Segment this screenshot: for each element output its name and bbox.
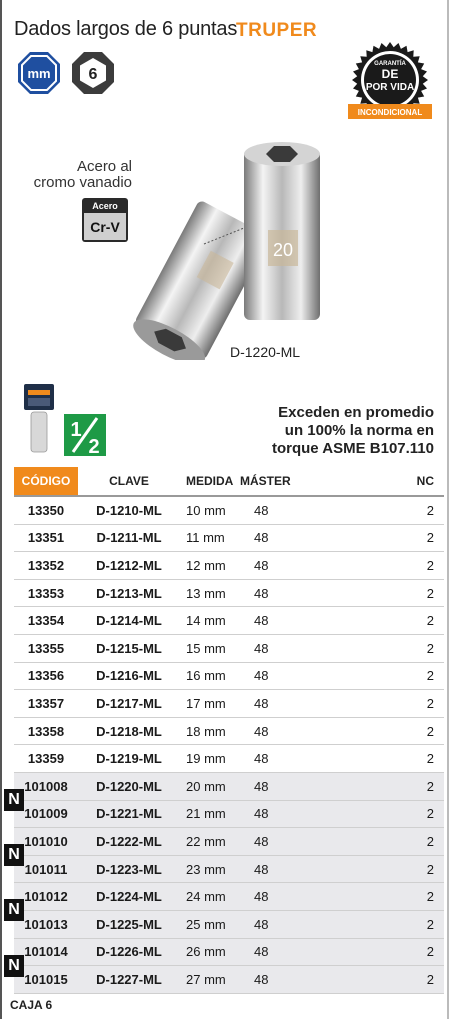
table-row (14, 634, 444, 662)
product-table (14, 467, 444, 994)
row-code: 101008 (14, 772, 78, 800)
header-medida: MEDIDA (180, 467, 240, 496)
row-code: 13359 (14, 745, 78, 773)
box-quantity-label: CAJA 6 (10, 998, 53, 1012)
row-medida: 22 mm (180, 828, 240, 856)
table-row (14, 690, 444, 718)
row-medida: 16 mm (180, 662, 240, 690)
row-master: 48 (240, 717, 320, 745)
row-nc: 2 (320, 524, 444, 552)
table-row (14, 800, 444, 828)
crv-badge-top: Acero (92, 201, 118, 211)
row-master: 48 (240, 800, 320, 828)
drive-size-numerator: 1 (70, 419, 82, 441)
page-border-left (0, 0, 2, 1019)
new-product-badge: N (4, 955, 24, 977)
row-clave: D-1221-ML (78, 800, 180, 828)
row-code: 13352 (14, 552, 78, 580)
row-code: 13355 (14, 634, 78, 662)
torque-claim-text (240, 404, 434, 458)
row-nc: 2 (320, 496, 444, 524)
row-master: 48 (240, 662, 320, 690)
row-nc: 2 (320, 828, 444, 856)
warranty-top-text: GARANTÍA (374, 61, 406, 67)
row-master: 48 (240, 772, 320, 800)
table-row (14, 855, 444, 883)
row-code: 13353 (14, 579, 78, 607)
table-row (14, 772, 444, 800)
header-code: CÓDIGO (14, 467, 78, 496)
warranty-line2: POR VIDA (365, 82, 415, 93)
row-clave: D-1220-ML (78, 772, 180, 800)
header-clave: CLAVE (78, 467, 180, 496)
mm-badge-label: mm (27, 66, 51, 81)
row-code: 101013 (14, 910, 78, 938)
new-product-badge: N (4, 844, 24, 866)
table-row (14, 717, 444, 745)
table-row (14, 966, 444, 994)
row-clave: D-1222-ML (78, 828, 180, 856)
packaging-thumbnail-image (24, 384, 54, 454)
row-code: 13354 (14, 607, 78, 635)
row-medida: 19 mm (180, 745, 240, 773)
lifetime-warranty-seal-icon (342, 40, 438, 136)
row-clave: D-1210-ML (78, 496, 180, 524)
page-title: Dados largos de 6 puntas (14, 18, 238, 40)
row-medida: 14 mm (180, 607, 240, 635)
row-master: 48 (240, 496, 320, 524)
drive-size-denominator: 2 (88, 436, 100, 456)
row-nc: 2 (320, 552, 444, 580)
material-label-line1: Acero al (76, 158, 132, 175)
row-medida: 12 mm (180, 552, 240, 580)
row-medida: 25 mm (180, 910, 240, 938)
table-row (14, 524, 444, 552)
warranty-ribbon-text: INCONDICIONAL (357, 108, 423, 117)
row-code: 101011 (14, 855, 78, 883)
table-row (14, 607, 444, 635)
row-medida: 11 mm (180, 524, 240, 552)
row-nc: 2 (320, 662, 444, 690)
table-row (14, 910, 444, 938)
row-medida: 18 mm (180, 717, 240, 745)
table-row (14, 745, 444, 773)
row-medida: 20 mm (180, 772, 240, 800)
row-medida: 24 mm (180, 883, 240, 911)
header-nc: NC (320, 467, 444, 496)
material-label (28, 159, 132, 191)
mm-badge-icon (16, 50, 62, 96)
claim-line3: torque ASME B107.110 (271, 440, 434, 457)
row-clave: D-1212-ML (78, 552, 180, 580)
row-nc: 2 (320, 910, 444, 938)
row-master: 48 (240, 883, 320, 911)
row-medida: 13 mm (180, 579, 240, 607)
row-code: 13350 (14, 496, 78, 524)
row-clave: D-1219-ML (78, 745, 180, 773)
row-master: 48 (240, 828, 320, 856)
row-medida: 15 mm (180, 634, 240, 662)
crv-badge-main: Cr-V (90, 219, 120, 235)
table-body (14, 496, 444, 993)
row-nc: 2 (320, 607, 444, 635)
socket-product-image (132, 140, 332, 360)
row-clave: D-1224-ML (78, 883, 180, 911)
row-medida: 23 mm (180, 855, 240, 883)
table-row (14, 883, 444, 911)
six-point-badge-icon (70, 50, 116, 96)
row-clave: D-1218-ML (78, 717, 180, 745)
row-clave: D-1217-ML (78, 690, 180, 718)
socket-size-mark: 20 (272, 240, 294, 260)
row-nc: 2 (320, 966, 444, 994)
row-nc: 2 (320, 883, 444, 911)
chrome-vanadium-badge-icon (82, 198, 128, 242)
table-row (14, 662, 444, 690)
row-nc: 2 (320, 800, 444, 828)
row-nc: 2 (320, 579, 444, 607)
table-row (14, 552, 444, 580)
row-master: 48 (240, 938, 320, 966)
row-clave: D-1211-ML (78, 524, 180, 552)
row-clave: D-1213-ML (78, 579, 180, 607)
row-nc: 2 (320, 690, 444, 718)
row-medida: 21 mm (180, 800, 240, 828)
table-row (14, 828, 444, 856)
material-label-line2: cromo vanadio (33, 174, 132, 191)
row-master: 48 (240, 634, 320, 662)
header-master: MÁSTER (240, 467, 320, 496)
row-nc: 2 (320, 717, 444, 745)
row-code: 13351 (14, 524, 78, 552)
row-master: 48 (240, 579, 320, 607)
table-row (14, 496, 444, 524)
row-clave: D-1227-ML (78, 966, 180, 994)
row-nc: 2 (320, 855, 444, 883)
row-code: 13357 (14, 690, 78, 718)
row-clave: D-1226-ML (78, 938, 180, 966)
new-product-badge: N (4, 899, 24, 921)
row-nc: 2 (320, 634, 444, 662)
row-master: 48 (240, 910, 320, 938)
product-model-label: D-1220-ML (230, 344, 301, 360)
row-master: 48 (240, 966, 320, 994)
new-product-badge: N (4, 789, 24, 811)
row-clave: D-1225-ML (78, 910, 180, 938)
row-clave: D-1216-ML (78, 662, 180, 690)
row-master: 48 (240, 607, 320, 635)
row-medida: 27 mm (180, 966, 240, 994)
row-code: 13356 (14, 662, 78, 690)
table-header-row (14, 467, 444, 496)
row-master: 48 (240, 745, 320, 773)
half-inch-drive-badge-icon (64, 414, 106, 456)
row-master: 48 (240, 552, 320, 580)
row-nc: 2 (320, 745, 444, 773)
row-nc: 2 (320, 938, 444, 966)
row-code: 101014 (14, 938, 78, 966)
row-code: 101015 (14, 966, 78, 994)
brand-logo-text: TRUPER (236, 20, 318, 41)
row-master: 48 (240, 524, 320, 552)
row-clave: D-1215-ML (78, 634, 180, 662)
claim-line2: un 100% la norma en (284, 422, 434, 439)
table-row (14, 579, 444, 607)
row-clave: D-1223-ML (78, 855, 180, 883)
warranty-line1: DE (381, 67, 399, 81)
row-code: 101010 (14, 828, 78, 856)
row-code: 13358 (14, 717, 78, 745)
row-code: 101009 (14, 800, 78, 828)
row-medida: 10 mm (180, 496, 240, 524)
row-medida: 17 mm (180, 690, 240, 718)
row-master: 48 (240, 690, 320, 718)
row-master: 48 (240, 855, 320, 883)
claim-line1: Exceden en promedio (278, 404, 434, 421)
six-point-badge-label: 6 (88, 66, 98, 83)
row-medida: 26 mm (180, 938, 240, 966)
row-code: 101012 (14, 883, 78, 911)
table-row (14, 938, 444, 966)
row-clave: D-1214-ML (78, 607, 180, 635)
row-nc: 2 (320, 772, 444, 800)
